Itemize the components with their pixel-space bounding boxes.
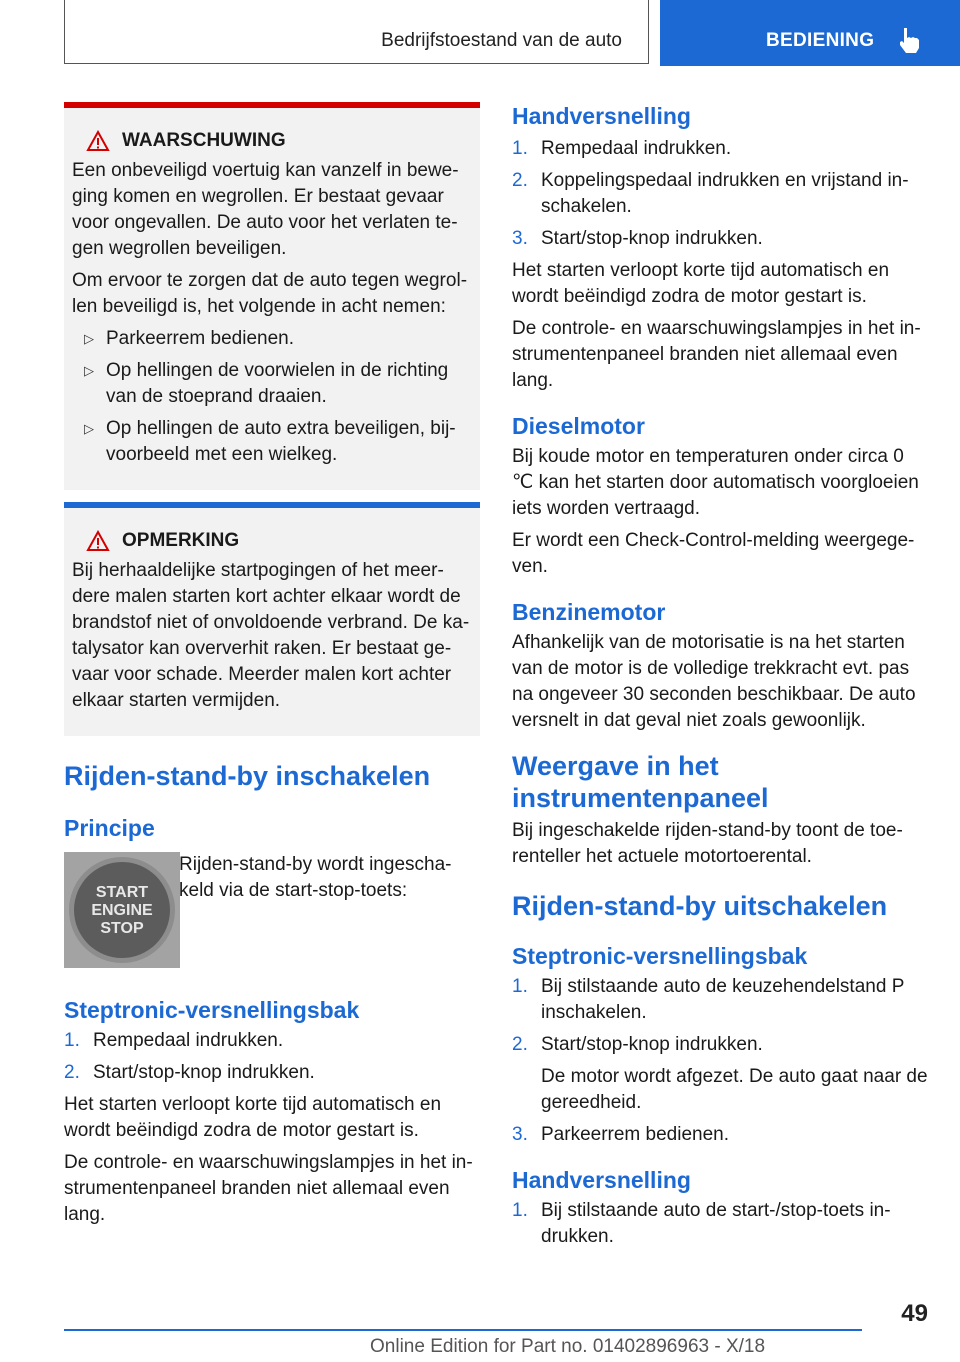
- diesel-paragraph-2: Er wordt een Check-Control-melding weergegeven.: [512, 530, 915, 577]
- list-item: [72, 416, 472, 468]
- principle-heading: Principe: [64, 815, 155, 841]
- warning-paragraph-2: Om ervoor te zorgen dat de auto tegen wegrollen beveiligd is, het volgende in acht nemen:: [72, 270, 468, 317]
- diesel-paragraph-1: Bij koude motor en temperaturen onder circa 0 ℃ kan het starten door automatisch voorgloeien iets worden vertraagd.: [512, 446, 919, 519]
- off-manual-steps: [512, 1198, 928, 1250]
- step-subtext: De motor wordt afgezet. De auto gaat naar de gereedheid.: [541, 1066, 928, 1113]
- step-number: 1.: [512, 138, 528, 159]
- principle-block: [64, 852, 480, 970]
- steptronic-paragraph-2: De controle- en waarschuwingslampjes in het instrumentenpaneel branden niet allemaal even lang.: [64, 1152, 473, 1225]
- button-label-start: START: [95, 884, 149, 901]
- list-item: [512, 168, 928, 220]
- off-steptronic-heading: Steptronic-versnellingsbak: [512, 943, 808, 969]
- warning-box: [64, 102, 480, 490]
- bullet-text: Op hellingen de voorwielen in de richting van de stoeprand draaien.: [106, 360, 449, 407]
- step-text: Rempedaal indrukken.: [93, 1030, 284, 1051]
- button-label-engine: ENGINE: [91, 902, 153, 919]
- bullet-triangle-icon: ▷: [84, 331, 94, 346]
- step-number: 1.: [512, 976, 528, 997]
- display-paragraph: Bij ingeschakelde rijden-stand-by toont de toerenteller het actuele motortoerental.: [512, 820, 903, 867]
- warning-triangle-icon: [86, 130, 110, 152]
- list-item: [512, 226, 928, 252]
- step-text: Koppelingspedaal indrukken en vrijstand inschakelen.: [541, 170, 909, 217]
- step-text: Rempedaal indrukken.: [541, 138, 732, 159]
- step-text: Start/stop-knop indrukken.: [541, 1034, 763, 1055]
- note-title-row: [72, 528, 472, 554]
- page-number: 49: [901, 1300, 928, 1327]
- step-number: 3.: [512, 1124, 528, 1145]
- standby-off-heading: Rijden-stand-by uitschakelen: [512, 891, 888, 921]
- footer-divider: [64, 1329, 862, 1331]
- manual-paragraph-1: Het starten verloopt korte tijd automatisch en wordt beëindigd zodra de motor gestart is.: [512, 260, 890, 307]
- warning-paragraph-1: Een onbeveiligd voertuig kan vanzelf in beweging komen en wegrollen. Er bestaat gevaar voor ongevallen. De auto voor het verlaten tegen wegrollen beveiligen.: [72, 160, 459, 259]
- list-item: [64, 1060, 480, 1086]
- bullet-triangle-icon: ▷: [84, 363, 94, 378]
- warning-title-row: [72, 128, 472, 154]
- list-item: [72, 358, 472, 410]
- step-text: Parkeerrem bedienen.: [541, 1124, 729, 1145]
- step-number: 3.: [512, 228, 528, 249]
- diesel-heading: Dieselmotor: [512, 413, 645, 439]
- off-steptronic-steps: [512, 974, 928, 1148]
- principle-text: Rijden-stand-by wordt ingeschakeld via de start-stop-toets:: [179, 854, 452, 901]
- bullet-text: Parkeerrem bedienen.: [106, 328, 294, 349]
- manual-paragraph-2: De controle- en waarschuwingslampjes in het instrumentenpaneel branden niet allemaal even lang.: [512, 318, 921, 391]
- step-number: 2.: [512, 170, 528, 191]
- note-title: OPMERKING: [122, 530, 240, 551]
- list-item: [512, 136, 928, 162]
- step-text: Start/stop-knop indrukken.: [541, 228, 763, 249]
- pointing-hand-icon: [896, 26, 922, 54]
- manual-heading: Handversnelling: [512, 103, 691, 129]
- header-section-title: Bedrijfstoestand van de auto: [381, 30, 622, 51]
- list-item: [64, 1028, 480, 1054]
- button-label-stop: STOP: [100, 920, 144, 937]
- steptronic-steps: [64, 1028, 480, 1086]
- list-item: [512, 974, 928, 1026]
- step-text: Bij stilstaande auto de keuzehendelstand P inschakelen.: [541, 976, 905, 1023]
- list-item: [72, 326, 472, 352]
- header-section-box: [64, 0, 649, 64]
- display-heading: Weergave in het instrumentenpaneel: [512, 751, 769, 813]
- standby-on-heading: Rijden-stand-by inschakelen: [64, 761, 431, 791]
- warning-title: WAARSCHUWING: [122, 130, 286, 151]
- right-column: [512, 102, 928, 1256]
- start-stop-button-graphic: [64, 852, 180, 968]
- step-text: Start/stop-knop indrukken.: [93, 1062, 315, 1083]
- footer-edition: Online Edition for Part no. 01402896963 - X/18: [370, 1336, 766, 1357]
- step-number: 2.: [64, 1062, 80, 1083]
- petrol-paragraph: Afhankelijk van de motorisatie is na het starten van de motor is de volledige trekkracht evt. pas na ongeveer 30 seconden beschikbaar. De auto versnelt in dat geval niet zoals gewoonlijk.: [512, 632, 916, 731]
- step-text: Bij stilstaande auto de start-/stop-toets indrukken.: [541, 1200, 891, 1247]
- off-manual-heading: Handversnelling: [512, 1167, 691, 1193]
- step-number: 1.: [64, 1030, 80, 1051]
- petrol-heading: Benzinemotor: [512, 599, 666, 625]
- note-paragraph: Bij herhaaldelijke startpogingen of het meerdere malen starten kort achter elkaar wordt de brandstof niet of onvoldoende verbrand. De katalysator kan oververhit raken. Er bestaat gevaar voor schade. Meerder malen kort achter elkaar starten vermijden.: [72, 560, 470, 711]
- list-item: [512, 1122, 928, 1148]
- step-number: 1.: [512, 1200, 528, 1221]
- list-item: [512, 1198, 928, 1250]
- bullet-triangle-icon: ▷: [84, 421, 94, 436]
- bullet-text: Op hellingen de auto extra beveiligen, bijvoorbeeld met een wielkeg.: [106, 418, 456, 465]
- warning-bullet-list: [72, 326, 472, 468]
- start-stop-button-image: [64, 852, 180, 968]
- manual-steps: [512, 136, 928, 252]
- page-header: [0, 0, 960, 66]
- warning-triangle-icon: [86, 530, 110, 552]
- step-number: 2.: [512, 1034, 528, 1055]
- note-box: [64, 502, 480, 736]
- header-chapter-tab: [660, 0, 960, 66]
- steptronic-heading: Steptronic-versnellingsbak: [64, 997, 360, 1023]
- list-item: [512, 1032, 928, 1116]
- left-column: [64, 102, 480, 1234]
- header-chapter-title: BEDIENING: [766, 30, 875, 51]
- steptronic-paragraph-1: Het starten verloopt korte tijd automatisch en wordt beëindigd zodra de motor gestart is.: [64, 1094, 442, 1141]
